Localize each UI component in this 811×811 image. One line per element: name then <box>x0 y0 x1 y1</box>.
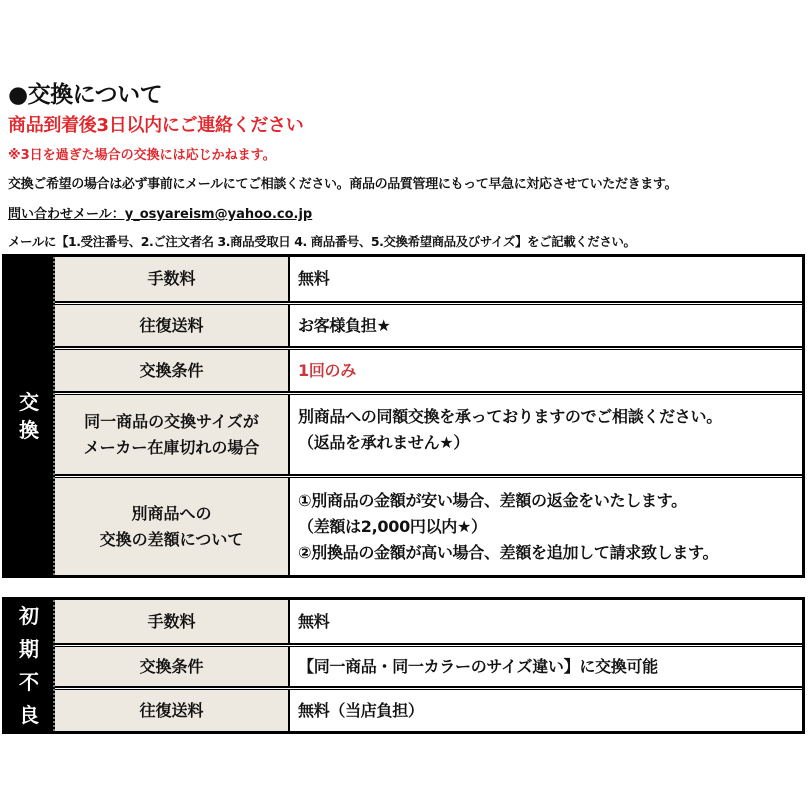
side-char: 交 <box>19 390 39 414</box>
table-row-shipping <box>55 690 802 731</box>
row-value: お客様負担★ <box>298 315 391 335</box>
row-label: 交換条件 <box>55 350 290 391</box>
row-value: 1回のみ <box>298 360 356 380</box>
row-value: 無料（当店負担） <box>298 700 424 720</box>
side-char: 初 <box>19 604 39 628</box>
table-row-fee <box>55 257 802 301</box>
table-row-shipping <box>55 305 802 346</box>
page-title: ●交換について <box>8 82 163 108</box>
side-char: 良 <box>19 703 39 727</box>
side-char: 期 <box>19 637 39 661</box>
row-label: 手数料 <box>55 257 290 301</box>
side-char: 不 <box>19 670 39 694</box>
row-label: 往復送料 <box>55 690 290 731</box>
table-row-out-of-stock <box>55 395 802 474</box>
row-value: 【同一商品・同一カラーのサイズ違い】に交換可能 <box>298 656 658 676</box>
exchange-table <box>2 254 805 578</box>
exchange-side-label <box>5 257 55 575</box>
row-value: 無料 <box>298 269 330 288</box>
row-label: 別商品への 交換の差額について <box>55 478 290 575</box>
table-row-condition <box>55 350 802 391</box>
row-value: 別商品への同額交換を承っておりますのでご相談ください。 （返品を承れません★） <box>298 407 722 452</box>
deadline-note: ※3日を過ぎた場合の交換には応じかねます。 <box>8 148 276 163</box>
row-label: 交換条件 <box>55 647 290 686</box>
defect-table <box>2 597 805 734</box>
row-label: 同一商品の交換サイズが メーカー在庫切れの場合 <box>55 395 290 474</box>
row-label: 手数料 <box>55 600 290 643</box>
exchange-deadline: 商品到着後3日以内にご連絡ください <box>8 115 304 136</box>
contact-email-link[interactable]: 問い合わせメール：y_osyareism@yahoo.co.jp <box>8 207 313 222</box>
table-row-fee <box>55 600 802 643</box>
mail-fields-instruction: メールに【1.受注番号、2.ご注文者名 3.商品受取日 4. 商品番号、5.交換希望商品及びサイズ】をご記載ください。 <box>8 234 636 249</box>
table-row-condition <box>55 647 802 686</box>
table-row-price-difference <box>55 478 802 575</box>
row-value: 無料 <box>298 611 330 631</box>
side-char: 換 <box>19 418 39 442</box>
row-value: ①別商品の金額が安い場合、差額の返金をいたします。 （差額は2,000円以内★） ②別換品の金額が高い場合、差額を追加して請求致します。 <box>298 490 719 562</box>
defect-side-label <box>5 600 55 731</box>
row-label: 往復送料 <box>55 305 290 346</box>
exchange-instruction: 交換ご希望の場合は必ず事前にメールにてご相談ください。商品の品質管理にもって早急に対応させていただきます。 <box>8 177 678 192</box>
